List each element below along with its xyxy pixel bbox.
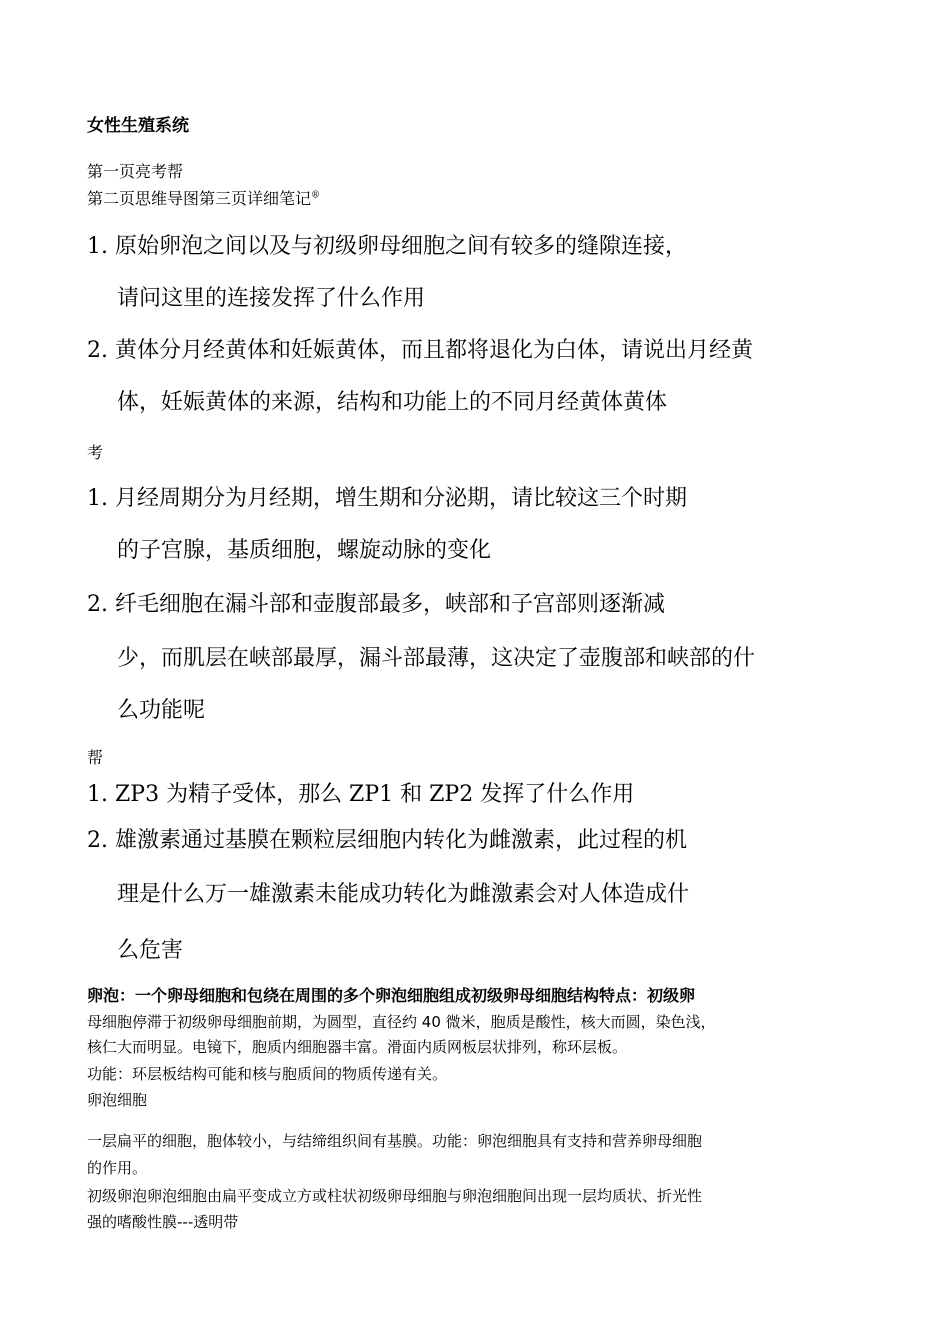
notes-follicle-cell-line-2: 的作用。 xyxy=(87,1159,148,1177)
bang-question-2-line-2: 理是什么万一雄激素未能成功转化为雌激素会对人体造成什 xyxy=(117,882,690,907)
notes-follicle-line-1: 卵泡：一个卵母细胞和包绕在周围的多个卵泡细胞组成初级卵母细胞结构特点：初级卵 xyxy=(87,986,696,1005)
kao-question-1-line-2: 的子宫腺，基质细胞，螺旋动脉的变化 xyxy=(117,538,492,563)
notes-function: 功能：环层板结构可能和核与胞质间的物质传递有关。 xyxy=(87,1065,448,1083)
kao-heading: 考 xyxy=(87,443,104,462)
notes-follicle-line-3: 核仁大而明显。电镜下，胞质内细胞器丰富。滑面内质网板层状排列，称环层板。 xyxy=(87,1038,628,1056)
kao-question-2-line-2: 少，而肌层在峡部最厚，漏斗部最薄，这决定了壶腹部和峡部的什 xyxy=(117,646,756,671)
toc-line-2 xyxy=(87,186,320,209)
bang-question-2-line-3: 么危害 xyxy=(117,938,184,963)
liang-question-2-line-2: 体，妊娠黄体的来源，结构和功能上的不同月经黄体黄体 xyxy=(117,390,668,415)
page-title: 女性生殖系统 xyxy=(87,116,189,136)
notes-follicle-cell-line-1: 一层扁平的细胞，胞体较小，与结缔组织间有基膜。功能：卵泡细胞具有支持和营养卵母细胞 xyxy=(87,1132,703,1150)
bang-question-2-line-1: 2. 雄激素通过基膜在颗粒层细胞内转化为雌激素，此过程的机 xyxy=(87,828,687,853)
bang-question-1: 1. ZP3 为精子受体，那么 ZP1 和 ZP2 发挥了什么作用 xyxy=(87,782,635,807)
registered-mark: ® xyxy=(311,190,321,201)
notes-primary-follicle-line-2: 强的嗜酸性膜---透明带 xyxy=(87,1213,239,1231)
liang-question-1-line-2: 请问这里的连接发挥了什么作用 xyxy=(117,286,426,311)
liang-question-1-line-1: 1. 原始卵泡之间以及与初级卵母细胞之间有较多的缝隙连接， xyxy=(87,234,687,259)
notes-follicle-line-2: 母细胞停滞于初级卵母细胞前期，为圆型，直径约 40 微米，胞质是酸性，核大而圆，染色浅， xyxy=(87,1013,716,1031)
bang-heading: 帮 xyxy=(87,748,104,767)
liang-question-2-line-1: 2. 黄体分月经黄体和妊娠黄体，而且都将退化为白体，请说出月经黄 xyxy=(87,338,753,363)
kao-question-2-line-3: 么功能呢 xyxy=(117,698,206,723)
kao-question-2-line-1: 2. 纤毛细胞在漏斗部和壶腹部最多，峡部和子宫部则逐渐减 xyxy=(87,592,665,617)
toc-line-1: 第一页亮考帮 xyxy=(87,162,184,181)
notes-follicle-cell-heading: 卵泡细胞 xyxy=(87,1091,148,1109)
toc-line-2-text: 第二页思维导图第三页详细笔记 xyxy=(87,189,312,208)
kao-question-1-line-1: 1. 月经周期分为月经期，增生期和分泌期，请比较这三个时期 xyxy=(87,486,687,511)
notes-primary-follicle-line-1: 初级卵泡卵泡细胞由扁平变成立方或柱状初级卵母细胞与卵泡细胞间出现一层均质状、折光性 xyxy=(87,1187,703,1205)
